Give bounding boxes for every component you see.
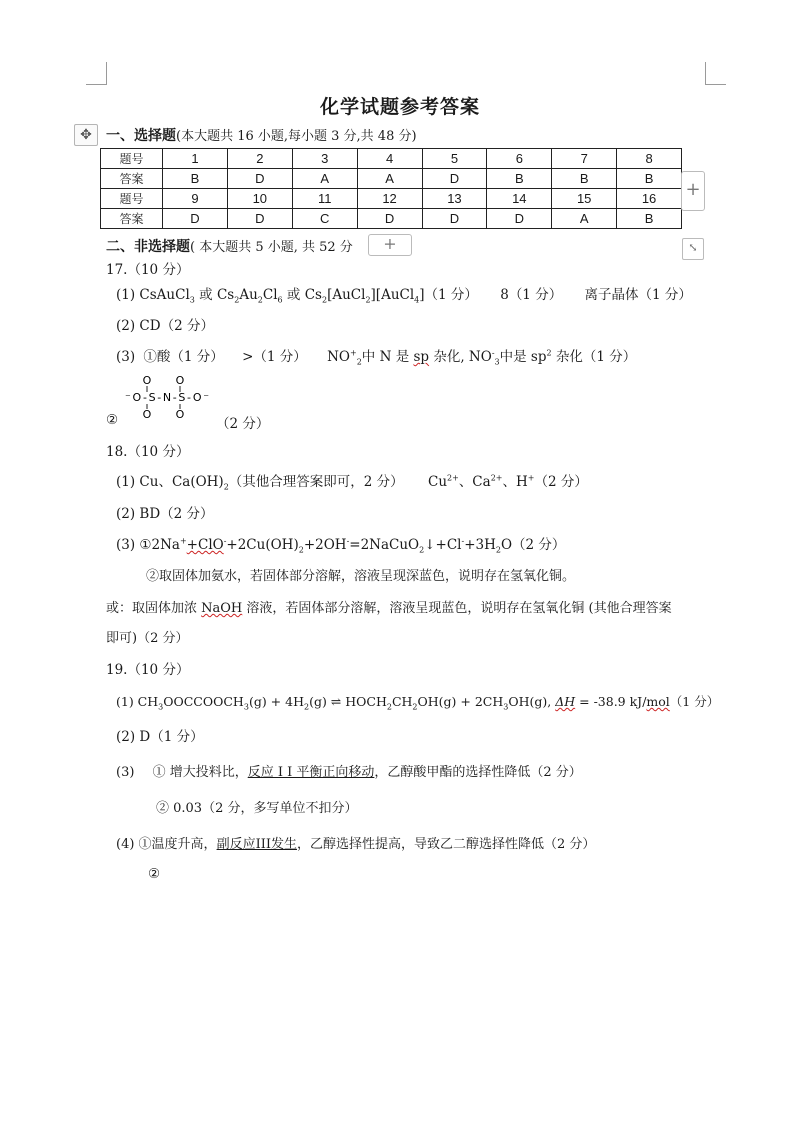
add-row-button[interactable]: +	[368, 234, 412, 256]
answer-table-cell[interactable]: D	[227, 169, 292, 189]
q19-part1: (1) $CH_3OOCCOOCH_3(g) + 4H_2(g)$ ⇌ $HOCH_2CH_2OH(g) + 2CH_3OH(g)$, ΔH = -38.9 kJ/mol（1 分）	[116, 694, 720, 712]
answer-table-cell[interactable]: 8	[617, 149, 682, 169]
answer-table-cell[interactable]: B	[552, 169, 617, 189]
answer-table-cell[interactable]: D	[487, 209, 552, 229]
q19-part4-1: (4) ①温度升高，副反应III发生，乙醇选择性提高，导致乙二醇选择性降低（2 分）	[116, 837, 596, 852]
add-column-button[interactable]: +	[681, 171, 705, 211]
crop-mark-top-right	[705, 62, 726, 85]
answer-table-cell[interactable]: 5	[422, 149, 487, 169]
answer-table-cell[interactable]: D	[163, 209, 228, 229]
answer-table-cell[interactable]: 14	[487, 189, 552, 209]
answer-table-cell[interactable]: B	[617, 169, 682, 189]
crop-mark-top-left	[86, 62, 107, 85]
svg-text:O: O	[175, 408, 185, 420]
answer-table-cell[interactable]: C	[292, 209, 357, 229]
q17-part3-2-score: （2 分）	[216, 416, 270, 432]
answer-table-cell[interactable]: 6	[487, 149, 552, 169]
q19-header: 19.（10 分）	[106, 662, 190, 678]
answer-table-cell[interactable]: 12	[357, 189, 422, 209]
q17-header: 17.（10 分）	[106, 262, 190, 278]
answer-table-cell[interactable]: 9	[163, 189, 228, 209]
q17-part1: (1) CsAuCl$_3$ 或 $Cs_2Au_2Cl_6$ 或 $Cs_2[AuCl_2][AuCl_4](1$ 分） 8（1 分） 离子晶体（1 分）	[116, 287, 692, 305]
answer-table-cell[interactable]: 13	[422, 189, 487, 209]
answer-table-cell[interactable]: 7	[552, 149, 617, 169]
section2-note: ( 本大题共 5 小题, 共 52 分	[190, 240, 353, 255]
answer-table-row-header[interactable]: 答案	[101, 169, 163, 189]
q18-part2: (2) BD（2 分）	[116, 506, 214, 522]
q19-part3-2: ② 0.03（2 分，多写单位不扣分）	[156, 801, 358, 816]
answer-table-cell[interactable]: B	[487, 169, 552, 189]
section1-title: 一、选择题	[106, 128, 176, 144]
answer-table-cell[interactable]: D	[227, 209, 292, 229]
answer-table-cell[interactable]: A	[552, 209, 617, 229]
answer-table-cell[interactable]: 11	[292, 189, 357, 209]
q18-alternative-cont: 即可)（2 分）	[106, 631, 189, 646]
q18-header: 18.（10 分）	[106, 444, 190, 460]
answer-table-cell[interactable]: D	[357, 209, 422, 229]
section2-heading	[106, 236, 353, 256]
answer-table-cell[interactable]: B	[163, 169, 228, 189]
answer-table[interactable]	[100, 148, 682, 229]
answer-table-cell[interactable]: A	[357, 169, 422, 189]
q18-part3-2: ②取固体加氨水，若固体部分溶解，溶液呈现深蓝色，说明存在氢氧化铜。	[146, 569, 576, 584]
svg-text:O: O	[142, 374, 152, 387]
answer-table-cell[interactable]: A	[292, 169, 357, 189]
answer-table-cell[interactable]: 2	[227, 149, 292, 169]
section1-note: (本大题共 16 小题,每小题 3 分,共 48 分)	[176, 129, 417, 144]
q19-part4-2: ②	[148, 866, 161, 882]
answer-table-row	[101, 189, 682, 209]
document-title: 化学试题参考答案	[319, 96, 480, 118]
q17-part3: (3) ①酸（1 分） >（1 分） $NO^+_2$中 N 是 sp 杂化, $NO^-_3$中是 $sp^2$ 杂化（1 分）	[116, 348, 637, 367]
table-resize-handle-icon[interactable]: ⤡	[682, 238, 704, 260]
svg-text:⁻O-S-N-S-O⁻: ⁻O-S-N-S-O⁻	[125, 391, 209, 404]
q18-part1: (1) Cu、$Ca(OH)_2$（其他合理答案即可，2 分） $Cu^{2+}$、$Ca^{2+}$、H+（2 分）	[116, 473, 588, 492]
q19-part3-1: (3) ① 增大投料比，反应 I I 平衡正向移动，乙醇酸甲酯的选择性降低（2 分）	[116, 765, 582, 780]
answer-table-cell[interactable]: D	[422, 209, 487, 229]
q18-alternative: 或：取固体加浓 NaOH 溶液，若固体部分溶解，溶液呈现蓝色，说明存在氢氧化铜 (其他合理答案	[106, 601, 672, 616]
answer-table-cell[interactable]: 4	[357, 149, 422, 169]
svg-text:O: O	[142, 408, 152, 420]
answer-table-cell[interactable]: 10	[227, 189, 292, 209]
answer-table-cell[interactable]: B	[617, 209, 682, 229]
answer-table-row	[101, 169, 682, 189]
answer-table-row-header[interactable]: 题号	[101, 149, 163, 169]
answer-table-cell[interactable]: 15	[552, 189, 617, 209]
answer-table-row-header[interactable]: 题号	[101, 189, 163, 209]
answer-table-row	[101, 149, 682, 169]
answer-table-cell[interactable]: D	[422, 169, 487, 189]
n-sulfonyl-structure	[122, 372, 212, 420]
q17-part3-2-label: ②	[106, 412, 119, 428]
q17-part2: (2) CD（2 分）	[116, 318, 214, 334]
table-move-handle-icon[interactable]: ✥	[74, 124, 98, 146]
answer-table-cell[interactable]: 16	[617, 189, 682, 209]
section1-heading	[106, 125, 417, 145]
answer-table-cell[interactable]: 3	[292, 149, 357, 169]
answer-table-cell[interactable]: 1	[163, 149, 228, 169]
q18-part3-equation: (3) $①2Na^++ClO^-+2Cu(OH)_2+2OH^-=2NaCuO_2↓+Cl^-+3H_2O(2$ 分）	[116, 536, 566, 555]
section2-title: 二、非选择题	[106, 239, 190, 255]
svg-text:O: O	[175, 374, 185, 387]
answer-table-row	[101, 209, 682, 229]
answer-table-row-header[interactable]: 答案	[101, 209, 163, 229]
q19-part2: (2) D（1 分）	[116, 729, 204, 745]
